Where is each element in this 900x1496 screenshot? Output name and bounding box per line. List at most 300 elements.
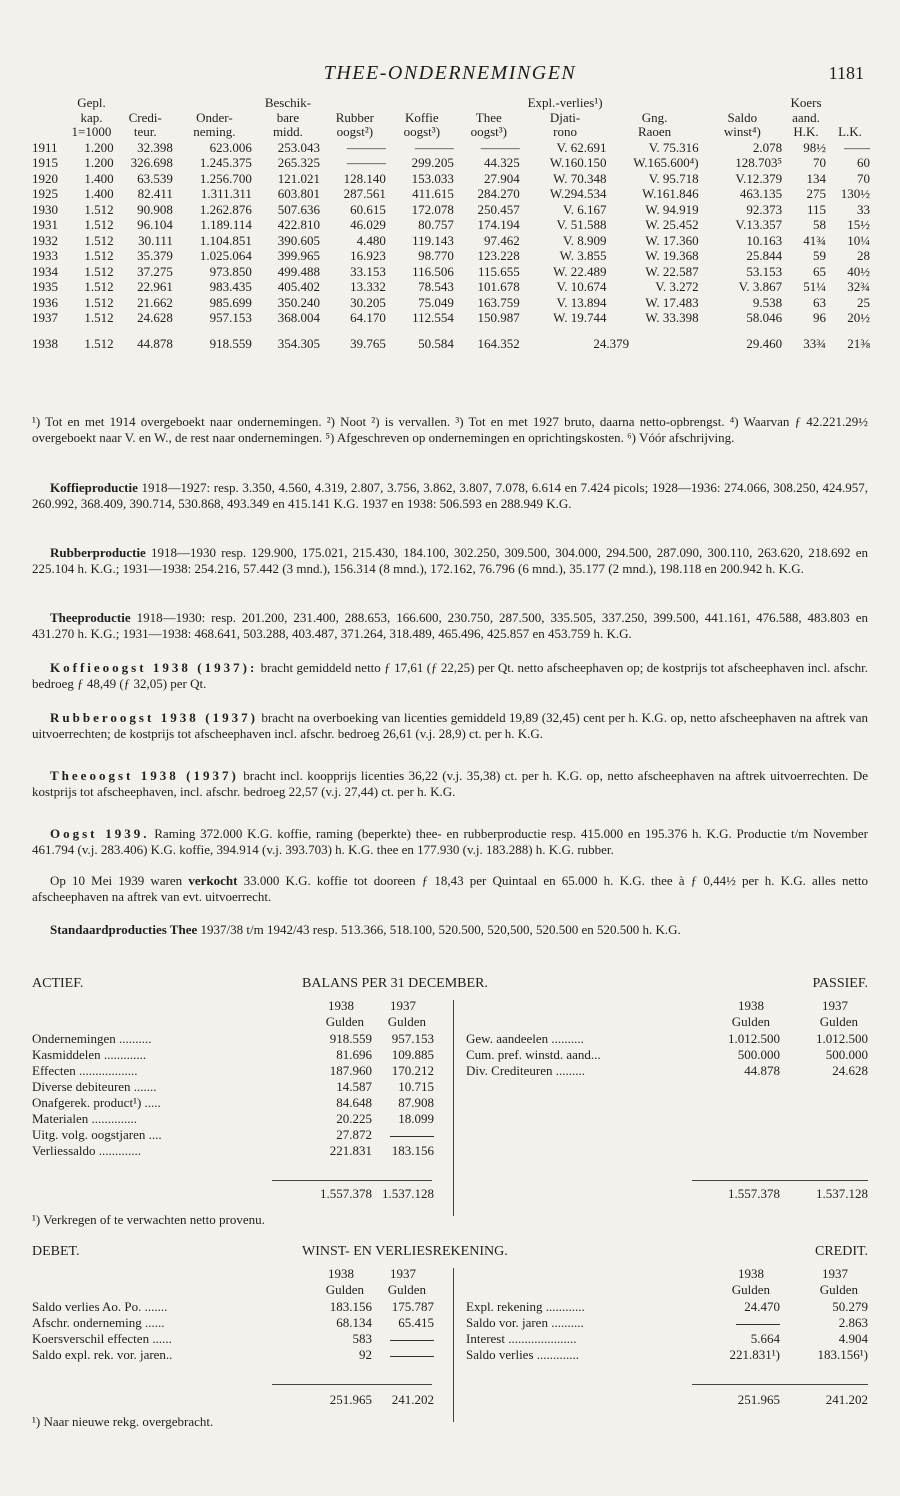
pl-total-left xyxy=(32,1392,434,1408)
statement-row xyxy=(32,1063,434,1079)
table-cell: 10¼ xyxy=(847,232,870,248)
table-cell: W. 94.919 xyxy=(645,201,699,217)
table-cell: 60.615 xyxy=(350,201,386,217)
table-cell: 153.033 xyxy=(411,170,454,186)
table-footnotes: ¹) Tot en met 1914 overgeboekt naar ondernemingen. ²) Noot ²) is vervallen. ³) Tot en met 1927 bruto, daarna netto-opbrengst. ⁴) Waarvan ƒ 42.221.29½ overgeboekt naar V. en W., de rest naar ondernemingen. ⁵) Afgeschreven op ondernemingen en oprichtingskosten. ⁶) Vóór afschrijving. xyxy=(32,414,868,445)
table-row xyxy=(30,171,872,187)
thee-label: Theeproductie xyxy=(50,610,131,625)
value-1938: 44.878 xyxy=(744,1063,780,1078)
table-body xyxy=(30,140,872,352)
table-cell: 115 xyxy=(806,201,826,217)
table-cell: 253.043 xyxy=(277,139,320,155)
table-cell: 98½ xyxy=(803,139,826,155)
table-cell: 58.046 xyxy=(746,310,783,325)
debet-column xyxy=(32,1266,434,1363)
value-1937: 957.153 xyxy=(391,1031,434,1046)
table-cell: 250.457 xyxy=(477,201,520,217)
statement-row xyxy=(32,1111,434,1127)
table-cell: 63.539 xyxy=(137,170,173,186)
table-cell: 150.987 xyxy=(477,310,520,325)
table-cell: V. 75.316 xyxy=(648,139,699,155)
pl-sum-line xyxy=(692,1384,868,1385)
year-1937: 1937 xyxy=(390,998,416,1013)
table-cell: V.13.357 xyxy=(735,217,783,232)
pl-footnote xyxy=(32,1414,532,1430)
table-cell: 1.256.700 xyxy=(199,170,252,186)
table-cell: 70 xyxy=(812,155,826,170)
pl-sum-line xyxy=(272,1384,432,1385)
item-label: Koersverschil effecten ...... xyxy=(32,1331,172,1346)
header-cell: Raoen xyxy=(637,124,672,139)
table-cell: 326.698 xyxy=(130,155,173,170)
table-cell: 983.435 xyxy=(209,279,252,294)
table-cell: 1.400 xyxy=(84,186,114,201)
table-cell: 44.878 xyxy=(137,335,173,351)
table-cell: 174.194 xyxy=(477,217,520,232)
value-1938: 27.872 xyxy=(336,1127,372,1142)
table-cell: 134 xyxy=(806,170,826,186)
table-cell: 58 xyxy=(812,217,826,232)
table-cell: V. 13.894 xyxy=(556,294,607,310)
table-cell: 28 xyxy=(857,248,870,263)
header-cell xyxy=(175,96,254,111)
table-cell: 32.398 xyxy=(137,139,173,155)
header-cell xyxy=(30,96,67,111)
table-cell: W.161.846 xyxy=(642,186,699,201)
unit-label: Gulden xyxy=(325,1014,364,1029)
header-cell: Beschik- xyxy=(264,95,312,110)
table-cell: 63 xyxy=(812,294,826,310)
value-1937 xyxy=(390,1347,434,1363)
table-cell: 1.189.114 xyxy=(200,217,252,232)
table-cell: 1.512 xyxy=(84,201,114,217)
value-1938: 5.664 xyxy=(750,1331,780,1346)
statement-row xyxy=(466,1031,868,1047)
value-1937: 87.908 xyxy=(398,1095,434,1110)
table-cell: 40½ xyxy=(847,263,870,279)
oogst-1939-label: Oogst 1939. xyxy=(50,826,150,841)
table-cell: V. 6.167 xyxy=(562,201,607,217)
header-cell xyxy=(456,96,522,111)
credit-items xyxy=(466,1299,868,1363)
passief-heading: PASSIEF. xyxy=(812,976,868,991)
table-cell: W. 19.368 xyxy=(645,248,699,263)
pl-heading xyxy=(32,1244,868,1262)
balance-heading xyxy=(32,976,868,994)
table-cell: 1.512 xyxy=(84,335,114,351)
table-cell: 1.104.851 xyxy=(199,232,252,248)
total-1937: 241.202 xyxy=(391,1392,434,1407)
balance-footnote xyxy=(32,1212,532,1228)
table-cell: 422.810 xyxy=(277,217,320,232)
header-cell: oogst³) xyxy=(470,124,507,139)
table-cell: 499.488 xyxy=(277,263,320,279)
table-cell: 350.240 xyxy=(277,294,320,310)
statement-row xyxy=(32,1331,434,1347)
table-cell: 24.379 xyxy=(593,335,630,351)
table-cell: W. 33.398 xyxy=(645,310,699,325)
rubberoogst-text: bracht na overboeking van licenties gemiddeld 19,89 (32,45) cent per h. K.G. op, netto afscheephaven na aftrek van uitvoerrechten; de kostprijs tot afscheephaven incl. afschr. bedroeg 26,61 (v.j. 28,9) ct. per h. K.G. xyxy=(32,710,868,741)
pl-divider xyxy=(453,1268,454,1422)
header-cell: Rubber xyxy=(335,109,375,125)
statement-row xyxy=(32,1315,434,1331)
table-cell: 985.699 xyxy=(209,294,252,310)
spacer-row xyxy=(30,326,872,336)
balance-footnote-text: ¹) Verkregen of te verwachten netto provenu. xyxy=(32,1212,265,1227)
header-cell xyxy=(828,111,872,126)
table-cell: 1938 xyxy=(32,335,58,351)
header-cell xyxy=(116,96,175,111)
table-cell: 115.655 xyxy=(477,263,520,279)
table-cell: 128.140 xyxy=(343,170,386,186)
value-1937: 24.628 xyxy=(832,1063,868,1078)
table-cell: 1932 xyxy=(32,232,58,248)
value-1937 xyxy=(390,1127,434,1143)
table-cell: 16.923 xyxy=(350,248,386,263)
balance-total-right xyxy=(466,1186,868,1202)
page-title: THEE-ONDERNEMINGEN xyxy=(323,62,577,84)
table-row xyxy=(30,264,872,280)
table-row xyxy=(30,233,872,249)
table-cell: V. 95.718 xyxy=(648,170,699,186)
value-1937: 109.885 xyxy=(391,1047,434,1062)
table-cell: 128.703⁵ xyxy=(735,155,783,170)
unit-label: Gulden xyxy=(731,1014,770,1029)
oogst-1939-paragraph xyxy=(32,826,868,857)
statement-row xyxy=(466,1331,868,1347)
table-cell: 25 xyxy=(857,294,870,310)
pl-title: WINST- EN VERLIESREKENING. xyxy=(302,1244,508,1259)
table-cell: 1911 xyxy=(32,139,58,155)
item-label: Saldo verlies ............. xyxy=(466,1347,580,1362)
passief-items xyxy=(466,1031,868,1079)
header-cell: Onder- xyxy=(196,109,233,125)
table-cell: 1.512 xyxy=(84,232,114,248)
unit-label: Gulden xyxy=(387,1282,426,1297)
theeoogst-text: bracht incl. koopprijs licenties 36,22 (v.j. 35,38) ct. per h. K.G. op, netto afscheephaven na aftrek uitvoerrechten. De kostprijs tot afscheephaven, incl. afschr. bedroeg 22,57 (v.j. 27,44) ct. per h. K.G. xyxy=(32,768,868,799)
table-cell: 65 xyxy=(812,263,826,279)
table-cell: 10.163 xyxy=(746,232,783,248)
table-cell: W.165.600⁴) xyxy=(633,155,699,170)
year-1938: 1938 xyxy=(738,998,764,1013)
table-cell: 405.402 xyxy=(277,279,320,294)
koffieoogst-text: bracht gemiddeld netto ƒ 17,61 (ƒ 22,25) per Qt. netto afscheephaven op; de kostprijs tot afscheephaven incl. afschr. bedroeg ƒ 48,49 (ƒ 32,05) per Qt. xyxy=(32,660,868,691)
table-cell: 1.512 xyxy=(84,310,114,325)
total-1938: 1.557.378 xyxy=(728,1186,780,1201)
table-cell: 973.850 xyxy=(209,263,252,279)
header-cell: Thee xyxy=(475,109,502,125)
table-cell: 1.200 xyxy=(84,155,114,170)
table-cell: V.12.379 xyxy=(735,170,783,186)
header-cell: winst⁴) xyxy=(723,124,761,139)
table-cell: 46.029 xyxy=(350,217,386,232)
statement-row xyxy=(466,1315,868,1331)
statement-row xyxy=(32,1079,434,1095)
statement-row xyxy=(466,1347,868,1363)
header-cell: rono xyxy=(553,124,577,139)
header-cell: neming. xyxy=(193,124,236,139)
table-cell: 1930 xyxy=(32,201,58,217)
table-cell: V. 8.909 xyxy=(562,232,607,248)
item-label: Afschr. onderneming ...... xyxy=(32,1315,165,1330)
value-1938: 221.831¹) xyxy=(729,1347,780,1362)
statement-row xyxy=(32,1047,434,1063)
header-cell xyxy=(388,96,456,111)
table-cell: 39.765 xyxy=(350,335,386,351)
table-cell: 21⅜ xyxy=(847,335,870,351)
table-cell: 15½ xyxy=(847,217,870,232)
table-cell: 64.170 xyxy=(350,310,386,325)
value-1937: 175.787 xyxy=(391,1299,434,1314)
credit-heading: CREDIT. xyxy=(814,1244,868,1259)
unit-label: Gulden xyxy=(731,1282,770,1297)
table-cell: 22.961 xyxy=(137,279,173,294)
item-label: Onafgerek. product¹) ..... xyxy=(32,1095,161,1110)
year-1937: 1937 xyxy=(822,998,848,1013)
verkocht-label: verkocht xyxy=(188,873,238,888)
header-cell: midd. xyxy=(272,124,303,139)
table-row xyxy=(30,217,872,233)
table-cell: 20½ xyxy=(847,310,870,325)
value-1937: 170.212 xyxy=(391,1063,434,1078)
rubberoogst-paragraph xyxy=(32,710,868,741)
value-1938: 1.012.500 xyxy=(728,1031,780,1046)
year-1937: 1937 xyxy=(390,1266,416,1281)
table-cell: 368.004 xyxy=(277,310,320,325)
verkocht-text: 33.000 K.G. koffie tot dooreen ƒ 18,43 per Quintaal en 65.000 h. K.G. thee à ƒ 0,44½ per h. K.G. alles netto afscheephaven na aftrek van evt. uitvoerrecht. xyxy=(32,873,869,904)
header-cell: kap. xyxy=(80,109,103,125)
value-1938: 92 xyxy=(359,1347,372,1362)
header-cell: oogst²) xyxy=(336,124,374,139)
table-cell: 623.006 xyxy=(209,139,252,155)
standaard-text: 1937/38 t/m 1942/43 resp. 513.366, 518.100, 520.500, 520,500, 520.500 en 520.500 h. K.G. xyxy=(197,922,681,937)
value-1937: 4.904 xyxy=(838,1331,868,1346)
header-row xyxy=(30,111,872,126)
table-cell: 1.512 xyxy=(84,294,114,310)
table-cell: 30.205 xyxy=(350,294,386,310)
table-cell: W. 22.587 xyxy=(645,263,699,279)
table-cell: 24.628 xyxy=(137,310,173,325)
header-cell: 1=1000 xyxy=(71,124,112,139)
table-cell: 163.759 xyxy=(477,294,520,310)
standaard-label: Standaardproducties Thee xyxy=(50,922,198,937)
table-cell: 101.678 xyxy=(477,279,520,294)
header-cell: Gepl. xyxy=(77,95,106,110)
value-1938: 84.648 xyxy=(336,1095,372,1110)
total-1937: 1.537.128 xyxy=(816,1186,868,1201)
value-1937: 65.415 xyxy=(398,1315,434,1330)
item-label: Verliessaldo ............. xyxy=(32,1143,142,1158)
value-1937: 18.099 xyxy=(398,1111,434,1126)
table-cell: 463.135 xyxy=(739,186,783,201)
table-cell: 1.512 xyxy=(84,217,114,232)
verkocht-pre: Op 10 Mei 1939 waren xyxy=(50,873,189,888)
table-cell: ——— xyxy=(480,139,520,155)
table-cell: 96.104 xyxy=(137,217,173,232)
value-1938 xyxy=(736,1315,780,1331)
table-row xyxy=(30,202,872,218)
table-cell: ——— xyxy=(346,139,386,155)
statement-row xyxy=(32,1127,434,1143)
table-cell: 275 xyxy=(806,186,826,201)
balance-sheet xyxy=(32,976,868,1234)
item-label: Ondernemingen .......... xyxy=(32,1031,152,1046)
table-cell: 97.462 xyxy=(483,232,520,248)
header-cell xyxy=(30,125,67,140)
table-cell: 112.554 xyxy=(412,310,454,325)
item-label: Saldo vor. jaren .......... xyxy=(466,1315,584,1330)
value-1938: 20.225 xyxy=(336,1111,372,1126)
header-cell xyxy=(30,111,67,126)
table-cell: W. 22.489 xyxy=(553,263,607,279)
header-cell xyxy=(701,96,784,111)
table-cell: 603.801 xyxy=(277,186,320,201)
table-cell: 1915 xyxy=(32,155,58,170)
table-cell: V. 3.867 xyxy=(738,279,783,294)
table-cell: 123.228 xyxy=(477,248,520,263)
header-cell: bare xyxy=(276,109,300,125)
statement-row xyxy=(32,1347,434,1363)
table-cell: V. 3.272 xyxy=(655,279,699,294)
table-cell: —— xyxy=(844,139,870,155)
value-1938: 187.960 xyxy=(329,1063,372,1078)
table-row-1938 xyxy=(30,336,872,352)
header-cell: Koffie xyxy=(404,109,439,125)
header-cell xyxy=(322,96,388,111)
table-row xyxy=(30,310,872,326)
rubber-text: 1918—1930 resp. 129.900, 175.021, 215.430, 184.100, 302.250, 309.500, 304.000, 294.500, 287.090, 300.110, 263.620, 218.692 en 225.104 h. K.G.; 1931—1938: 254.216, 57.442 (3 mnd.), 156.314 (8 mnd.), 172.162, 76.796 (6 mnd.), 35.177 (2 mnd.), 198.118 en 200.942 h. K.G. xyxy=(32,545,868,576)
theeoogst-label: Theeoogst 1938 (1937) xyxy=(50,768,239,783)
table-cell: 1920 xyxy=(32,170,58,186)
table-cell: W. 19.744 xyxy=(553,310,607,325)
table-row xyxy=(30,186,872,202)
credit-column xyxy=(466,1266,868,1363)
table-cell: 1934 xyxy=(32,263,58,279)
verkocht-paragraph xyxy=(32,873,868,904)
item-label: Expl. rekening ............ xyxy=(466,1299,585,1314)
table-cell: 70 xyxy=(857,170,870,186)
table-cell: 1.200 xyxy=(84,139,114,155)
statement-row xyxy=(466,1063,868,1079)
table-cell: 13.332 xyxy=(350,279,386,294)
table-cell: 1925 xyxy=(32,186,58,201)
table-cell: W. 25.452 xyxy=(645,217,699,232)
value-1937 xyxy=(390,1331,434,1347)
balance-total-left xyxy=(32,1186,434,1202)
table-row xyxy=(30,155,872,171)
item-label: Cum. pref. winstd. aand... xyxy=(466,1047,601,1062)
table-cell: 130½ xyxy=(840,186,870,201)
table-cell: 918.559 xyxy=(209,335,252,351)
table-cell: W. 17.360 xyxy=(645,232,699,248)
table-cell: 59 xyxy=(812,248,826,263)
unit-label: Gulden xyxy=(387,1014,426,1029)
debet-heading: DEBET. xyxy=(32,1244,80,1259)
koffieoogst-label: Koffieoogst 1938 (1937): xyxy=(50,660,258,675)
table-cell: 2.078 xyxy=(752,139,783,155)
value-1938: 583 xyxy=(352,1331,372,1346)
table-cell: 1935 xyxy=(32,279,58,294)
koffieoogst-paragraph xyxy=(32,660,868,691)
table-cell: 1.512 xyxy=(84,279,114,294)
table-cell: 44.325 xyxy=(483,155,520,170)
table-cell: 1.245.375 xyxy=(199,155,252,170)
header-cell: Koers xyxy=(790,95,822,110)
item-label: Interest ..................... xyxy=(466,1331,577,1346)
balance-sum-line xyxy=(272,1180,432,1181)
item-label: Effecten .................. xyxy=(32,1063,138,1078)
pl-footnote-text: ¹) Naar nieuwe rekg. overgebracht. xyxy=(32,1414,214,1429)
unit-label: Gulden xyxy=(819,1282,858,1297)
table-cell: 172.078 xyxy=(411,201,454,217)
item-label: Saldo expl. rek. vor. jaren.. xyxy=(32,1347,173,1362)
table-cell: 1.512 xyxy=(84,263,114,279)
table-cell: 80.757 xyxy=(418,217,454,232)
table-cell: 30.111 xyxy=(138,232,173,248)
table-cell: 164.352 xyxy=(477,335,520,351)
header-cell: Djati- xyxy=(549,109,581,125)
table-cell: 35.379 xyxy=(137,248,173,263)
header-cell: oogst³) xyxy=(403,124,441,139)
value-1937: 50.279 xyxy=(832,1299,868,1314)
table-cell: 60 xyxy=(857,155,870,170)
item-label: Gew. aandeelen .......... xyxy=(466,1031,584,1046)
rubber-paragraph xyxy=(32,545,868,576)
table-cell: 50.584 xyxy=(418,335,454,351)
item-label: Div. Crediteuren ......... xyxy=(466,1063,586,1078)
statement-row xyxy=(32,1031,434,1047)
oogst-1939-text: Raming 372.000 K.G. koffie, raming (beperkte) thee- en rubberproductie resp. 415.000 en 195.376 h. K.G. Productie t/m November 461.794 (v.j. 283.406) K.G. koffie, 394.914 (v.j. 393.703) h. K.G. thee en 177.930 (v.j. 183.288) h. K.G. rubber. xyxy=(32,826,869,857)
total-1937: 241.202 xyxy=(825,1392,868,1407)
table-cell: W. 3.855 xyxy=(559,248,607,263)
table-row xyxy=(30,279,872,295)
table-cell: 284.270 xyxy=(477,186,520,201)
koffie-text: 1918—1927: resp. 3.350, 4.560, 4.319, 2.807, 3.756, 3.862, 3.807, 7.078, 6.614 en 7.424 picols; 1928—1936: 274.066, 308.250, 424.957, 260.992, 368.409, 390.714, 530.868, 493.349 en 415.141 K.G. 1937 en 1938: 506.593 en 288.949 K.G. xyxy=(32,480,868,511)
unit-label: Gulden xyxy=(325,1282,364,1297)
statement-row xyxy=(466,1299,868,1315)
total-1937: 1.537.128 xyxy=(382,1186,434,1201)
table-cell: 507.636 xyxy=(277,201,320,217)
item-label: Saldo verlies Ao. Po. ....... xyxy=(32,1299,168,1314)
value-1937: 183.156 xyxy=(391,1143,434,1158)
table-cell: 1.311.311 xyxy=(200,186,252,201)
standaard-paragraph xyxy=(32,922,868,938)
table-cell: 119.143 xyxy=(412,232,454,248)
table-cell: W.160.150 xyxy=(549,155,607,170)
item-label: Materialen .............. xyxy=(32,1111,138,1126)
table-cell: 1.025.064 xyxy=(199,248,252,263)
table-cell: 82.411 xyxy=(137,186,173,201)
total-1938: 1.557.378 xyxy=(320,1186,372,1201)
table-cell: 1931 xyxy=(32,217,58,232)
table-cell: 354.305 xyxy=(277,335,320,351)
table-cell: 98.770 xyxy=(418,248,454,263)
table-cell: 41¾ xyxy=(803,232,826,248)
statement-row xyxy=(466,1047,868,1063)
actief-heading: ACTIEF. xyxy=(32,976,84,991)
page-header xyxy=(0,62,900,86)
year-1938: 1938 xyxy=(738,1266,764,1281)
table-cell: 121.021 xyxy=(277,170,320,186)
table-cell: 21.662 xyxy=(137,294,173,310)
dash-mark xyxy=(390,1356,434,1357)
koffie-paragraph xyxy=(32,480,868,511)
item-label: Kasmiddelen ............. xyxy=(32,1047,147,1062)
table-cell: W. 17.483 xyxy=(645,294,699,310)
table-cell: 299.205 xyxy=(411,155,454,170)
table-row xyxy=(30,295,872,311)
table-row xyxy=(30,248,872,264)
